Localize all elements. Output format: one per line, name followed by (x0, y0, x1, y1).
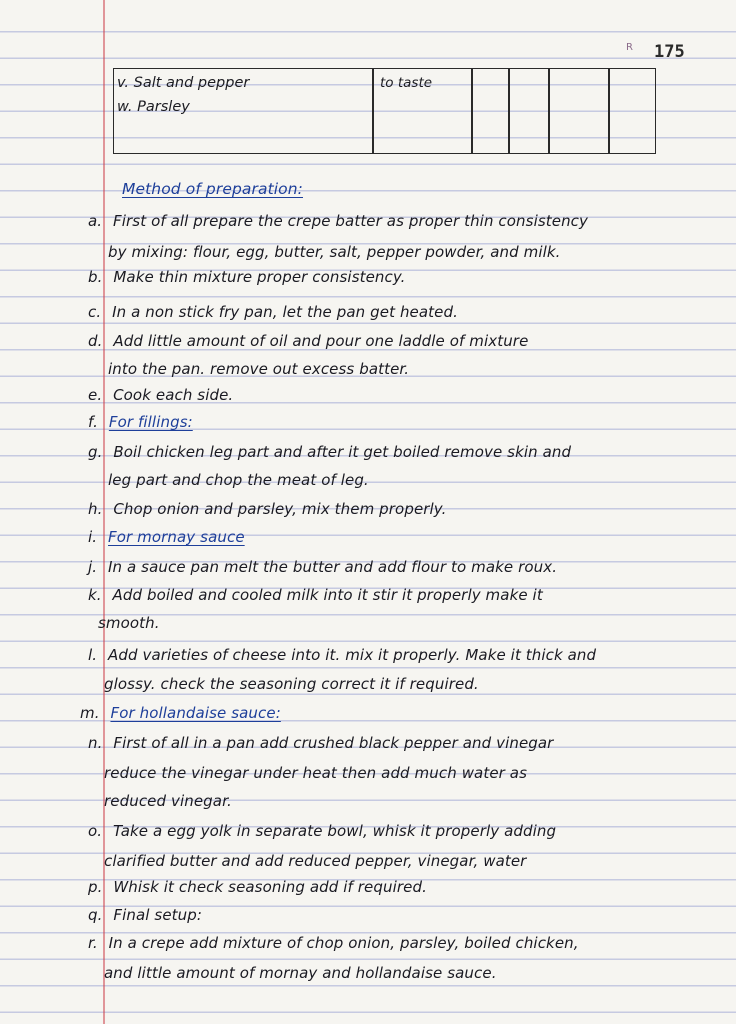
table-divider (508, 69, 510, 153)
step-text: In a crepe add mixture of chop onion, parsley, boiled chicken, (108, 934, 579, 952)
step-marker: a. (88, 212, 103, 230)
section-heading: For hollandaise sauce: (110, 704, 281, 722)
method-line-d (88, 332, 528, 350)
page-number-stamp: R (626, 42, 633, 53)
method-line-b (88, 268, 406, 286)
step-marker: k. (88, 586, 102, 604)
step-text: Make thin mixture proper consistency. (113, 268, 406, 286)
method-line (104, 852, 526, 870)
method-line-j (88, 558, 557, 576)
step-text: Final setup: (113, 906, 203, 924)
step-text: smooth. (98, 614, 160, 632)
step-marker: j. (88, 558, 98, 576)
step-text: and little amount of mornay and hollandaise sauce. (104, 964, 497, 982)
method-line (104, 792, 232, 810)
step-text: clarified butter and add reduced pepper, vinegar, water (104, 852, 527, 870)
step-marker: d. (88, 332, 103, 350)
step-text: glossy. check the seasoning correct it if required. (104, 675, 479, 693)
step-text: by mixing: flour, egg, butter, salt, pepper powder, and milk. (108, 243, 561, 261)
step-text: In a sauce pan melt the butter and add flour to make roux. (108, 558, 558, 576)
step-marker: n. (88, 734, 103, 752)
step-marker: g. (88, 443, 103, 461)
method-line-q (88, 906, 202, 924)
ingredient-name: Salt and pepper (133, 75, 250, 91)
method-line (108, 471, 369, 489)
step-marker: c. (88, 303, 102, 321)
step-marker: h. (88, 500, 103, 518)
step-marker: r. (88, 934, 98, 952)
step-marker: i. (88, 528, 98, 546)
step-text: Add little amount of oil and pour one laddle of mixture (113, 332, 529, 350)
ingredient-marker: v. (117, 75, 130, 91)
method-line (104, 675, 479, 693)
page-number: 175 (654, 42, 685, 62)
step-marker: p. (88, 878, 103, 896)
step-text: Add varieties of cheese into it. mix it properly. Make it thick and (108, 646, 597, 664)
method-line-m (80, 704, 281, 722)
method-line-p (88, 878, 427, 896)
step-text: reduced vinegar. (104, 792, 232, 810)
step-text: Add boiled and cooled milk into it stir it properly make it (112, 586, 543, 604)
step-text: Whisk it check seasoning add if required. (113, 878, 427, 896)
table-divider (548, 69, 550, 153)
step-marker: b. (88, 268, 103, 286)
method-line (104, 764, 527, 782)
method-heading: Method of preparation: (122, 180, 303, 198)
table-divider (471, 69, 473, 153)
step-text: Cook each side. (113, 386, 234, 404)
method-line (98, 614, 160, 632)
ingredients-table (113, 68, 656, 154)
step-text: First of all in a pan add crushed black pepper and vinegar (113, 734, 554, 752)
method-line-n (88, 734, 553, 752)
step-marker: o. (88, 822, 103, 840)
method-line (108, 360, 409, 378)
step-text: Chop onion and parsley, mix them properly. (113, 500, 447, 518)
section-heading: For mornay sauce (108, 528, 245, 546)
method-line-o (88, 822, 556, 840)
step-marker: e. (88, 386, 103, 404)
method-line-f (88, 413, 193, 431)
step-text: First of all prepare the crepe batter as proper thin consistency (113, 212, 588, 230)
method-line (104, 964, 497, 982)
step-marker: q. (88, 906, 103, 924)
method-line-i (88, 528, 245, 546)
ingredient-quantity: to taste (380, 75, 433, 91)
step-text: reduce the vinegar under heat then add much water as (104, 764, 528, 782)
method-line (108, 243, 561, 261)
step-text: Take a egg yolk in separate bowl, whisk it properly adding (113, 822, 557, 840)
step-text: into the pan. remove out excess batter. (108, 360, 410, 378)
step-marker: f. (88, 413, 98, 431)
step-marker: l. (88, 646, 98, 664)
method-line-g (88, 443, 571, 461)
step-text: leg part and chop the meat of leg. (108, 471, 369, 489)
ingredient-marker: w. (117, 99, 133, 115)
table-divider (372, 69, 374, 153)
method-line-h (88, 500, 447, 518)
ingredient-row (117, 99, 190, 115)
ingredient-name: Parsley (137, 99, 190, 115)
step-marker: m. (80, 704, 100, 722)
step-text: Boil chicken leg part and after it get boiled remove skin and (113, 443, 572, 461)
method-line-k (88, 586, 543, 604)
step-text: In a non stick fry pan, let the pan get heated. (112, 303, 458, 321)
section-heading: For fillings: (108, 413, 193, 431)
method-line-c (88, 303, 458, 321)
method-line-l (88, 646, 596, 664)
method-line-a (88, 212, 588, 230)
method-line-e (88, 386, 233, 404)
table-divider (608, 69, 610, 153)
ingredient-row (117, 75, 249, 91)
method-line-r (88, 934, 579, 952)
